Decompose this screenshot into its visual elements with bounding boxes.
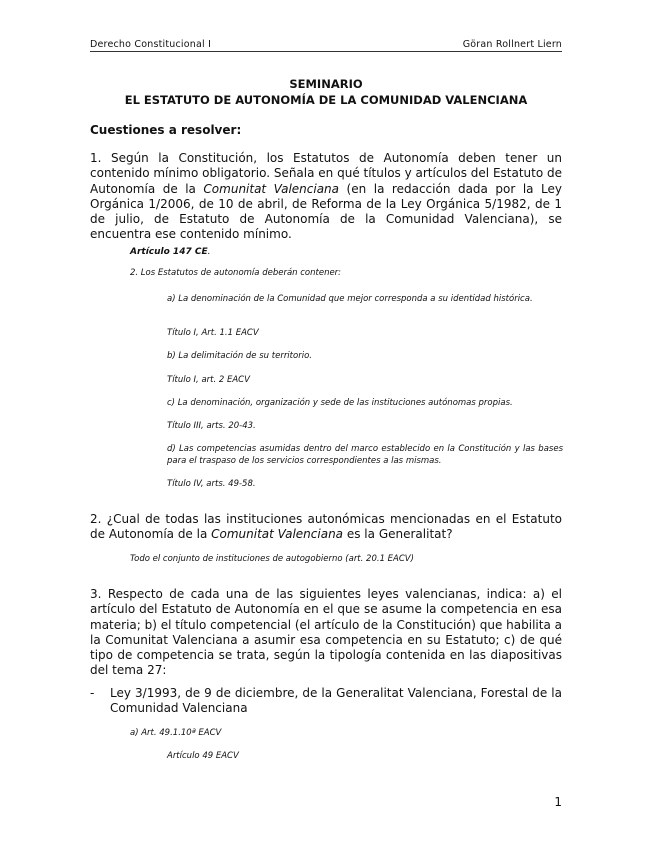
law-list-item-text: Ley 3/1993, de 9 de diciembre, de la Generalitat Valenciana, Forestal de la Comunidad Valenciana	[110, 686, 562, 716]
answer-1-item-b-ref: Título I, art. 2 EACV	[167, 375, 250, 385]
answer-1-intro: 2. Los Estatutos de autonomía deberán contener:	[130, 268, 342, 278]
answer-1-item-a-ref: Título I, Art. 1.1 EACV	[167, 328, 259, 338]
answer-3-item-a: a) Art. 49.1.10ª EACV	[130, 728, 222, 738]
answer-1-item-d: d) Las competencias asumidas dentro del marco establecido en la Constitución y las bases para el traspaso de los servicios correspondientes a las mismas.	[167, 444, 563, 466]
running-header-left: Derecho Constitucional I	[90, 39, 212, 50]
answer-2: Todo el conjunto de instituciones de autogobierno (art. 20.1 EACV)	[130, 554, 414, 564]
question-1-text-a: 1. Según la Constitución, los Estatutos de Autonomía deben tener un contenido mínimo obligatorio. Señala en qué títulos y artículos del Estatuto de Autonomía de la	[90, 151, 563, 196]
question-2-text-a: 2. ¿Cual de todas las instituciones autonómicas mencionadas en el Estatuto de Autonomía de la	[90, 512, 562, 542]
answer-1-item-c: c) La denominación, organización y sede de las instituciones autónomas propias.	[167, 398, 513, 408]
answer-1-item-b: b) La delimitación de su territorio.	[167, 351, 312, 361]
running-header-right: Göran Rollnert Liern	[462, 39, 562, 50]
answer-1-item-a: a) La denominación de la Comunidad que mejor corresponda a su identidad histórica.	[167, 294, 533, 304]
question-1-text-b: (en la redacción dada por la Ley Orgánica 1/2006, de 10 de abril, de Reforma de la Ley Orgánica 5/1982, de 1 de julio, de Estatuto de Autonomía de la Comunidad Valenciana), se encuentra ese contenido mínimo.	[90, 181, 562, 242]
question-2-italic: Comunitat Valenciana	[211, 527, 344, 542]
page-number: 1	[554, 795, 562, 809]
title-line-1: SEMINARIO	[289, 77, 363, 91]
question-2-text-b: es la Generalitat?	[343, 527, 453, 542]
question-2	[90, 512, 562, 543]
question-3: 3. Respecto de cada una de las siguientes leyes valencianas, indica: a) el artículo del Estatuto de Autonomía en el que se asume la competencia en esa materia; b) el título competencial (el artículo de la Constitución) que habilita a la Comunitat Valenciana a asumir esa competencia en su Estatuto; c) de qué tipo de competencia se trata, según la tipología contenida en las diapositivas del tema 27:	[90, 587, 562, 678]
title-line-2: EL ESTATUTO DE AUTONOMÍA DE LA COMUNIDAD VALENCIANA	[124, 93, 528, 107]
answer-1-item-d-ref: Título IV, arts. 49-58.	[167, 479, 256, 489]
answer-3-article: Artículo 49 EACV	[167, 751, 239, 761]
section-heading: Cuestiones a resolver:	[90, 123, 242, 137]
answer-1-item-c-ref: Título III, arts. 20-43.	[167, 421, 256, 431]
answer-1-article	[130, 247, 210, 259]
question-1	[90, 151, 562, 243]
question-1-italic: Comunitat Valenciana	[203, 181, 340, 196]
bullet-dash: -	[90, 686, 95, 700]
header-rule	[90, 51, 562, 52]
answer-1-article-dot: .	[207, 247, 211, 257]
answer-1-article-name: Artículo 147 CE	[130, 247, 208, 257]
